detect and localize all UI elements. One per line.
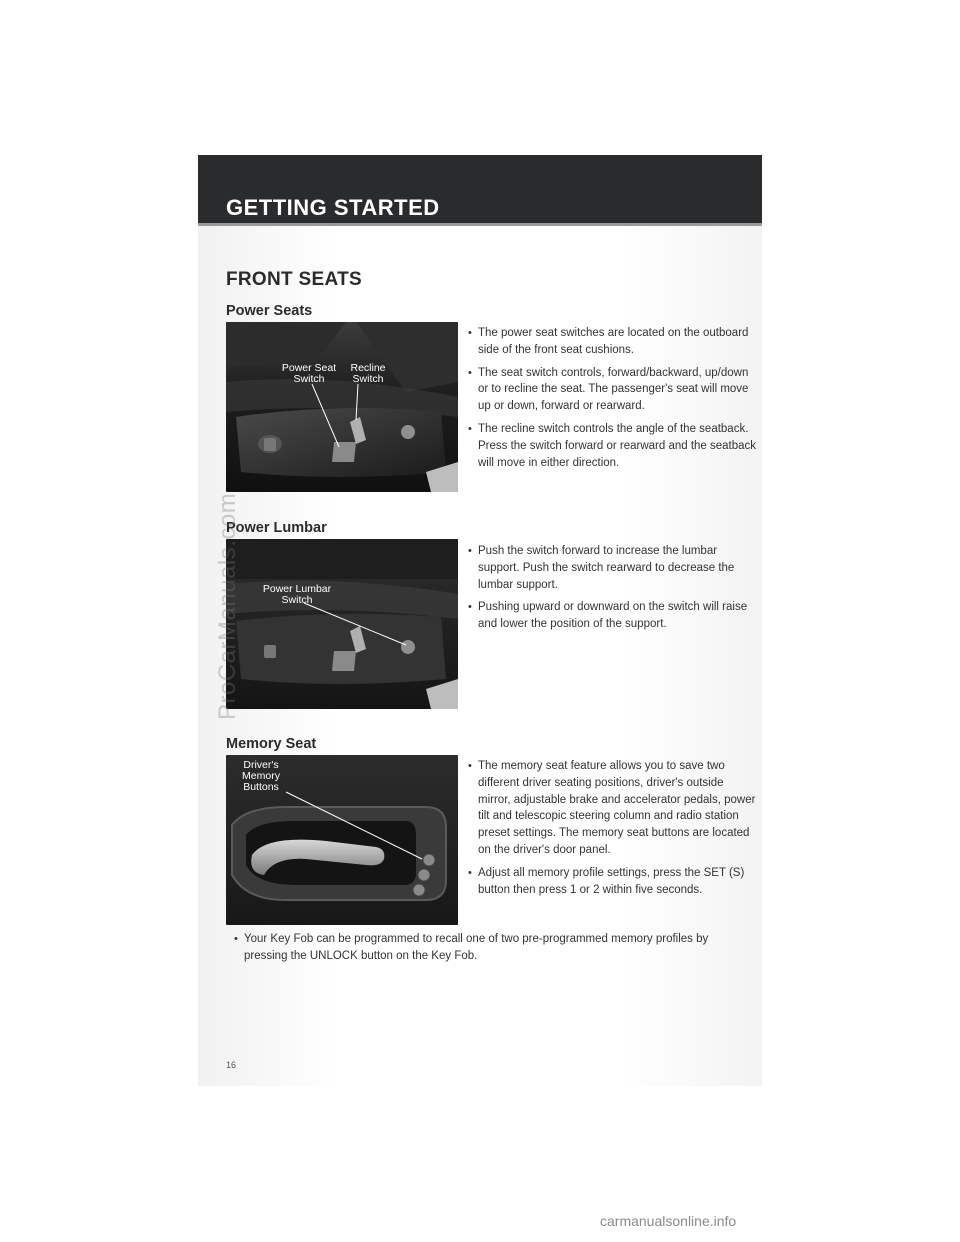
- power-seats-heading: Power Seats: [226, 303, 313, 319]
- list-item: • The seat switch controls, forward/backward, up/down or to recline the seat. The passenger's seat will move up or down, forward or rearward.: [468, 365, 758, 415]
- list-item: • Pushing upward or downward on the switch will raise and lower the position of the support.: [468, 599, 758, 633]
- list-item: • Adjust all memory profile settings, press the SET (S) button then press 1 or 2 within five seconds.: [468, 865, 758, 899]
- memory-buttons-photo: [226, 755, 458, 925]
- list-item: • Push the switch forward to increase the lumbar support. Push the switch rearward to decrease the lumbar support.: [468, 543, 758, 593]
- power-lumbar-photo: [226, 539, 458, 709]
- header-title: GETTING STARTED: [226, 195, 440, 220]
- power-seat-photo: [226, 322, 458, 492]
- header-bar: [198, 155, 762, 226]
- bottom-url: carmanualsonline.info: [600, 1213, 737, 1229]
- list-item: • The memory seat feature allows you to save two different driver seating positions, driver's outside mirror, adjustable brake and accelerator pedals, power tilt and telescopic steering column and radio station preset settings. The memory seat buttons are located on the driver's door panel.: [468, 758, 758, 859]
- list-item: • Your Key Fob can be programmed to recall one of two pre-programmed memory profiles by pressing the UNLOCK button on the Key Fob.: [234, 931, 724, 965]
- memory-seat-heading: Memory Seat: [226, 736, 317, 752]
- power-lumbar-switch-callout: Power Lumbar Switch: [262, 583, 332, 606]
- drivers-memory-buttons-callout: Driver's Memory Buttons: [242, 759, 280, 793]
- list-item: • The power seat switches are located on the outboard side of the front seat cushions.: [468, 325, 758, 359]
- watermark: ProCarManuals.com: [214, 492, 241, 720]
- manual-page: [198, 155, 762, 1086]
- power-lumbar-bullets: [468, 543, 758, 639]
- power-lumbar-heading: Power Lumbar: [226, 520, 327, 536]
- list-item: • The recline switch controls the angle of the seatback. Press the switch forward or rearward and the seatback will move in either direction.: [468, 421, 758, 471]
- memory-seat-footer-bullet: [234, 931, 724, 971]
- recline-switch-callout: Recline Switch: [350, 362, 386, 385]
- page-number: 16: [226, 1060, 237, 1070]
- memory-seat-bullets: [468, 758, 758, 904]
- power-seat-switch-callout: Power Seat Switch: [281, 362, 337, 385]
- section-title: FRONT SEATS: [226, 269, 362, 290]
- power-seats-bullets: [468, 325, 758, 477]
